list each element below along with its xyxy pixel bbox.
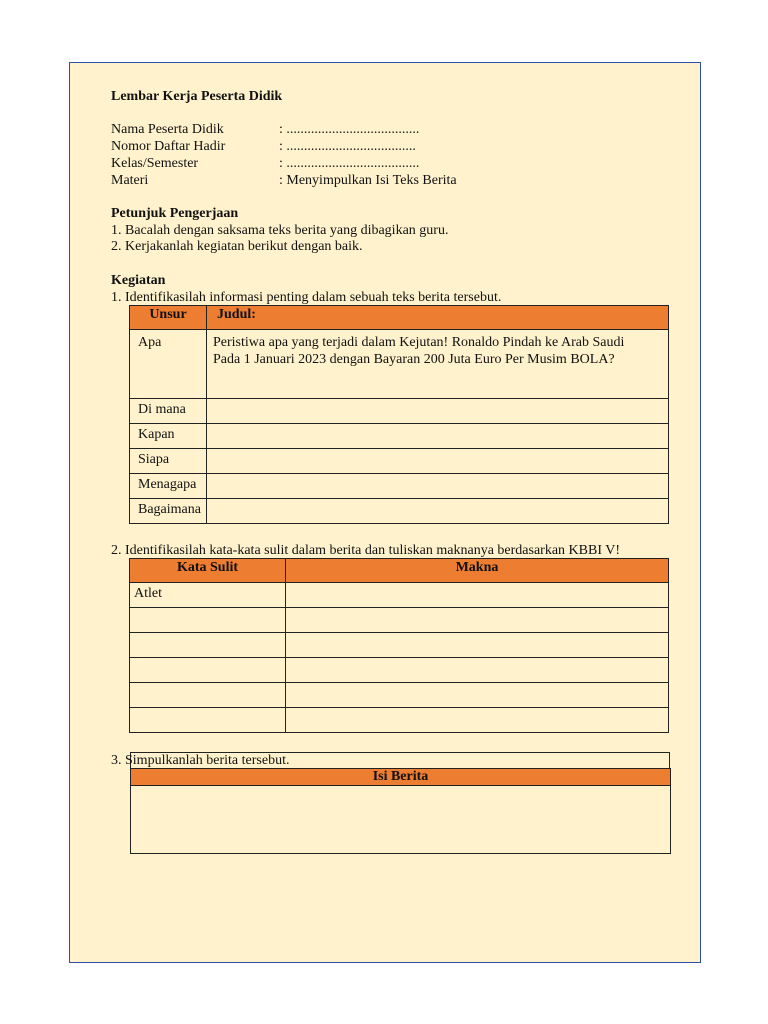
answer-cell[interactable] [207, 424, 669, 449]
identity-value-class[interactable]: : ...................................... [279, 156, 420, 171]
difficult-words-table [129, 558, 669, 733]
news-elements-table [129, 305, 669, 524]
meaning-cell[interactable] [286, 608, 669, 633]
meaning-cell[interactable] [286, 708, 669, 733]
table-row [130, 608, 669, 633]
identity-label-number: Nomor Daftar Hadir [111, 139, 226, 154]
word-cell[interactable] [130, 658, 286, 683]
table-header-judul: Judul: [207, 306, 669, 330]
identity-label-material: Materi [111, 173, 149, 188]
activities-heading: Kegiatan [111, 273, 166, 288]
task-2-text: 2. Identifikasilah kata-kata sulit dalam berita dan tuliskan maknanya berdasarkan KBBI V! [111, 543, 621, 558]
table-row [130, 399, 669, 424]
unsur-cell: Di mana [130, 399, 207, 424]
page-title: Lembar Kerja Peserta Didik [111, 89, 283, 104]
meaning-cell[interactable] [286, 683, 669, 708]
identity-value-material: : Menyimpulkan Isi Teks Berita [279, 173, 457, 188]
unsur-cell: Menagapa [130, 474, 207, 499]
unsur-cell: Bagaimana [130, 499, 207, 524]
table-row [130, 683, 669, 708]
summary-table [130, 768, 671, 854]
answer-cell[interactable] [207, 449, 669, 474]
identity-label-class: Kelas/Semester [111, 156, 199, 171]
table-header-makna: Makna [286, 559, 669, 583]
identity-label-name: Nama Peserta Didik [111, 122, 224, 137]
word-cell[interactable] [130, 708, 286, 733]
task-3-text: 3. Simpulkanlah berita tersebut. [111, 753, 290, 768]
identity-value-number[interactable]: : ..................................... [279, 139, 416, 154]
instruction-item: 2. Kerjakanlah kegiatan berikut dengan baik. [111, 239, 363, 254]
word-cell[interactable] [130, 683, 286, 708]
meaning-cell[interactable] [286, 583, 669, 608]
table-row [130, 658, 669, 683]
unsur-cell: Apa [130, 330, 207, 399]
instructions-heading: Petunjuk Pengerjaan [111, 206, 239, 221]
answer-cell[interactable] [207, 474, 669, 499]
table-row [130, 474, 669, 499]
word-cell[interactable] [130, 633, 286, 658]
table-row [130, 633, 669, 658]
answer-cell[interactable] [207, 499, 669, 524]
word-cell[interactable] [130, 608, 286, 633]
table-row [130, 499, 669, 524]
unsur-cell: Siapa [130, 449, 207, 474]
answer-cell[interactable] [207, 399, 669, 424]
identity-value-name[interactable]: : ...................................... [279, 122, 420, 137]
task-1-text: 1. Identifikasilah informasi penting dalam sebuah teks berita tersebut. [111, 290, 502, 305]
meaning-cell[interactable] [286, 633, 669, 658]
instruction-item: 1. Bacalah dengan saksama teks berita yang dibagikan guru. [111, 223, 449, 238]
table-row [130, 424, 669, 449]
table-row [130, 708, 669, 733]
table-header-kata-sulit: Kata Sulit [130, 559, 286, 583]
answer-cell[interactable]: Peristiwa apa yang terjadi dalam Kejutan! Ronaldo Pindah ke Arab Saudi Pada 1 Januari 2023 dengan Bayaran 200 Juta Euro Per Musim BOLA? [207, 330, 669, 399]
word-cell[interactable]: Atlet [130, 583, 286, 608]
summary-answer-cell[interactable] [131, 786, 671, 854]
table-row [130, 449, 669, 474]
unsur-cell: Kapan [130, 424, 207, 449]
table-row [130, 330, 669, 399]
table-header-unsur: Unsur [130, 306, 207, 330]
table-row [130, 583, 669, 608]
table-header-isi-berita: Isi Berita [131, 769, 671, 786]
meaning-cell[interactable] [286, 658, 669, 683]
